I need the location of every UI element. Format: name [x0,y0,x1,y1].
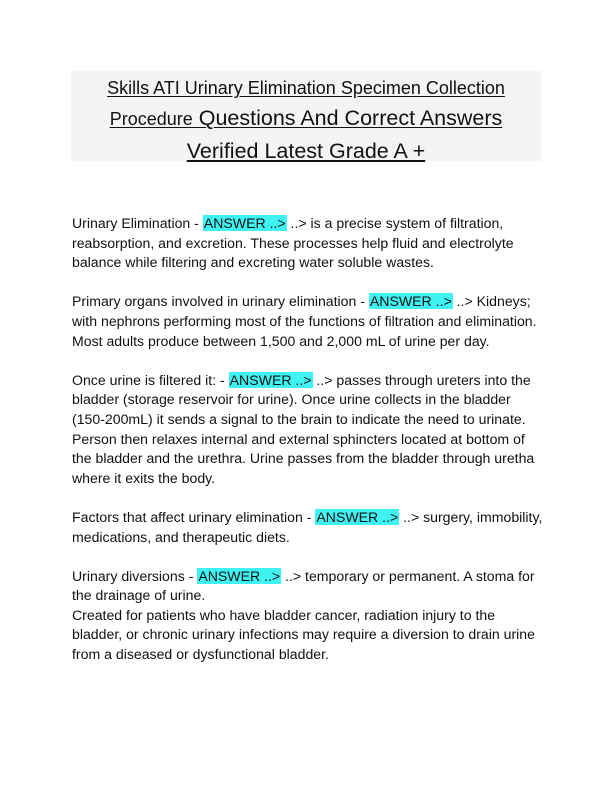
qa-entry [72,567,546,606]
entry-question: Urinary Elimination - [72,215,203,231]
title-line-2-large: Questions And Correct Answers [192,106,503,130]
qa-entry [72,371,546,489]
answer-tag: ANSWER ..> [316,508,399,525]
qa-entry [72,292,546,351]
entry-answer: ..> surgery, immobility, medications, and therapeutic diets. [72,508,543,545]
answer-tag: ANSWER ..> [369,293,452,310]
continuation-paragraph: Created for patients who have bladder cancer, radiation injury to the bladder, or chronic urinary infections may require a diversion to drain urine from a diseased or dysfunctional bladder. [72,606,535,663]
entry-answer: ..> passes through ureters into the bladder (storage reservoir for urine). Once urine collects in the bladder (150-200mL) it sends a signal to the brain to indicate the need to urinate. Person then relaxes internal and external sphincters located at bottom of the bladder and the urethra. Urine passes from the bladder through uretha where it exits the body. [72,371,535,486]
qa-entry [72,214,546,273]
title-line-2 [71,103,541,136]
entry-question: Urinary diversions - [72,567,198,584]
entry-answer: ..> Kidneys; with nephrons performing most of the functions of filtration and elimination. Most adults produce between 1,500 and 2,000 mL of urine per day. [72,293,537,349]
title-line-2-small: Procedure [109,109,193,129]
qa-entry [72,508,546,547]
entry-answer: ..> is a precise system of filtration, reabsorption, and excretion. These processes help fluid and electrolyte balance while filtering and excreting water soluble wastes. [72,215,514,271]
title-line-1: Skills ATI Urinary Elimination Specimen Collection [107,78,505,98]
entry-question: Once urine is filtered it: - [72,371,229,388]
entry-answer: ..> temporary or permanent. A stoma for the drainage of urine. [72,567,535,604]
entry-question: Factors that affect urinary elimination - [72,508,316,525]
title-line-3: Verified Latest Grade A + [186,139,426,163]
answer-tag: ANSWER ..> [229,371,312,388]
document-body [72,214,546,684]
entry-question: Primary organs involved in urinary elimination - [72,293,369,310]
document-title [71,71,541,161]
answer-tag: ANSWER ..> [203,215,286,231]
answer-tag: ANSWER ..> [198,567,281,584]
